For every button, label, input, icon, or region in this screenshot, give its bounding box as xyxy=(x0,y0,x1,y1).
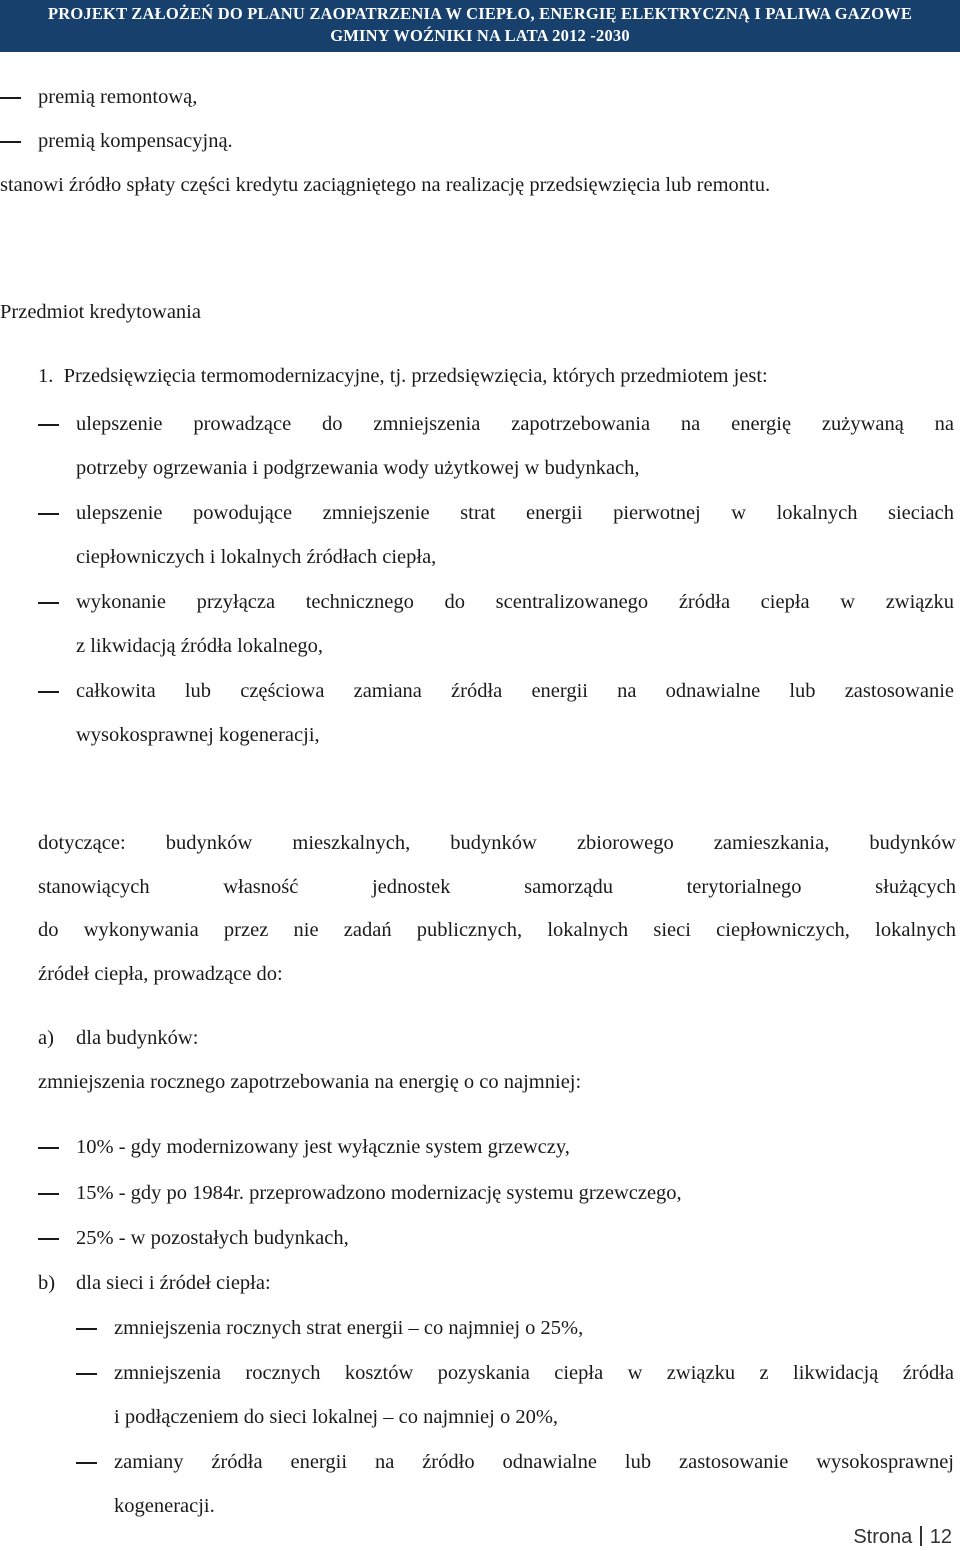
list-item-continuation: z likwidacją źródła lokalnego, xyxy=(76,635,324,657)
paragraph-line: do wykonywania przez nie zadań publicznych, lokalnych sieci ciepłowniczych, lokalnych xyxy=(38,919,956,941)
header-title-line1: PROJEKT ZAŁOŻEŃ DO PLANU ZAOPATRZENIA W CIEPŁO, ENERGIĘ ELEKTRYCZNĄ I PALIWA GAZOWE xyxy=(47,4,913,23)
dash-bullet xyxy=(38,691,59,693)
dash-bullet xyxy=(38,424,59,426)
dash-bullet xyxy=(38,1193,59,1195)
dash-bullet xyxy=(0,141,21,143)
header-title-line2: GMINY WOŹNIKI NA LATA 2012 -2030 xyxy=(330,26,630,45)
list-item-continuation: potrzeby ogrzewania i podgrzewania wody użytkowej w budynkach, xyxy=(76,457,640,479)
part-b-label: b) xyxy=(38,1272,56,1294)
paragraph: stanowi źródło spłaty części kredytu zaciągniętego na realizację przedsięwzięcia lub remontu. xyxy=(0,174,771,196)
list-item: zamiany źródła energii na źródło odnawialne lub zastosowanie wysokosprawnej xyxy=(114,1451,954,1473)
list-item: zmniejszenia rocznych kosztów pozyskania ciepła w związku z likwidacją źródła xyxy=(114,1362,954,1384)
list-item: ulepszenie powodujące zmniejszenie strat energii pierwotnej w lokalnych sieciach xyxy=(76,502,954,524)
list-item: całkowita lub częściowa zamiana źródła energii na odnawialne lub zastosowanie xyxy=(76,680,954,702)
dash-bullet xyxy=(38,602,59,604)
list-item: wykonanie przyłącza technicznego do scentralizowanego źródła ciepła w związku xyxy=(76,591,954,613)
list-item-continuation: ciepłowniczych i lokalnych źródłach ciepła, xyxy=(76,546,437,568)
section-title: Przedmiot kredytowania xyxy=(0,301,201,323)
dash-bullet xyxy=(76,1462,97,1464)
page-footer xyxy=(853,1524,952,1551)
dash-bullet xyxy=(76,1328,97,1330)
part-a-subtitle: zmniejszenia rocznego zapotrzebowania na energię o co najmniej: xyxy=(38,1071,582,1093)
paragraph-line: źródeł ciepła, prowadzące do: xyxy=(38,963,283,985)
list-item: 10% - gdy modernizowany jest wyłącznie system grzewczy, xyxy=(76,1136,570,1158)
list-item-continuation: i podłączeniem do sieci lokalnej – co najmniej o 20%, xyxy=(114,1406,559,1428)
paragraph-line: stanowiących własność jednostek samorządu terytorialnego służących xyxy=(38,876,956,898)
dash-bullet xyxy=(76,1373,97,1375)
list-item: ulepszenie prowadzące do zmniejszenia zapotrzebowania na energię zużywaną na xyxy=(76,413,954,435)
dash-bullet xyxy=(38,1238,59,1240)
part-a-label: a) xyxy=(38,1027,54,1049)
part-b-title: dla sieci i źródeł ciepła: xyxy=(76,1272,271,1294)
numbered-item: 1. Przedsięwzięcia termomodernizacyjne, tj. przedsięwzięcia, których przedmiotem jest: xyxy=(38,365,768,387)
document-header xyxy=(0,0,960,52)
dash-bullet xyxy=(0,97,21,99)
footer-separator xyxy=(920,1526,922,1546)
list-item: premią remontową, xyxy=(38,86,198,108)
list-item-continuation: wysokosprawnej kogeneracji, xyxy=(76,724,320,746)
list-item: 25% - w pozostałych budynkach, xyxy=(76,1227,349,1249)
part-a-title: dla budynków: xyxy=(76,1027,199,1049)
paragraph-line: dotyczące: budynków mieszkalnych, budynków zbiorowego zamieszkania, budynków xyxy=(38,832,956,854)
dash-bullet xyxy=(38,513,59,515)
list-item: zmniejszenia rocznych strat energii – co najmniej o 25%, xyxy=(114,1317,584,1339)
list-item-continuation: kogeneracji. xyxy=(114,1495,215,1517)
list-item: premią kompensacyjną. xyxy=(38,130,233,152)
page-number: 12 xyxy=(929,1526,952,1548)
list-item: 15% - gdy po 1984r. przeprowadzono modernizację systemu grzewczego, xyxy=(76,1182,682,1204)
dash-bullet xyxy=(38,1147,59,1149)
page-label: Strona xyxy=(853,1526,913,1548)
